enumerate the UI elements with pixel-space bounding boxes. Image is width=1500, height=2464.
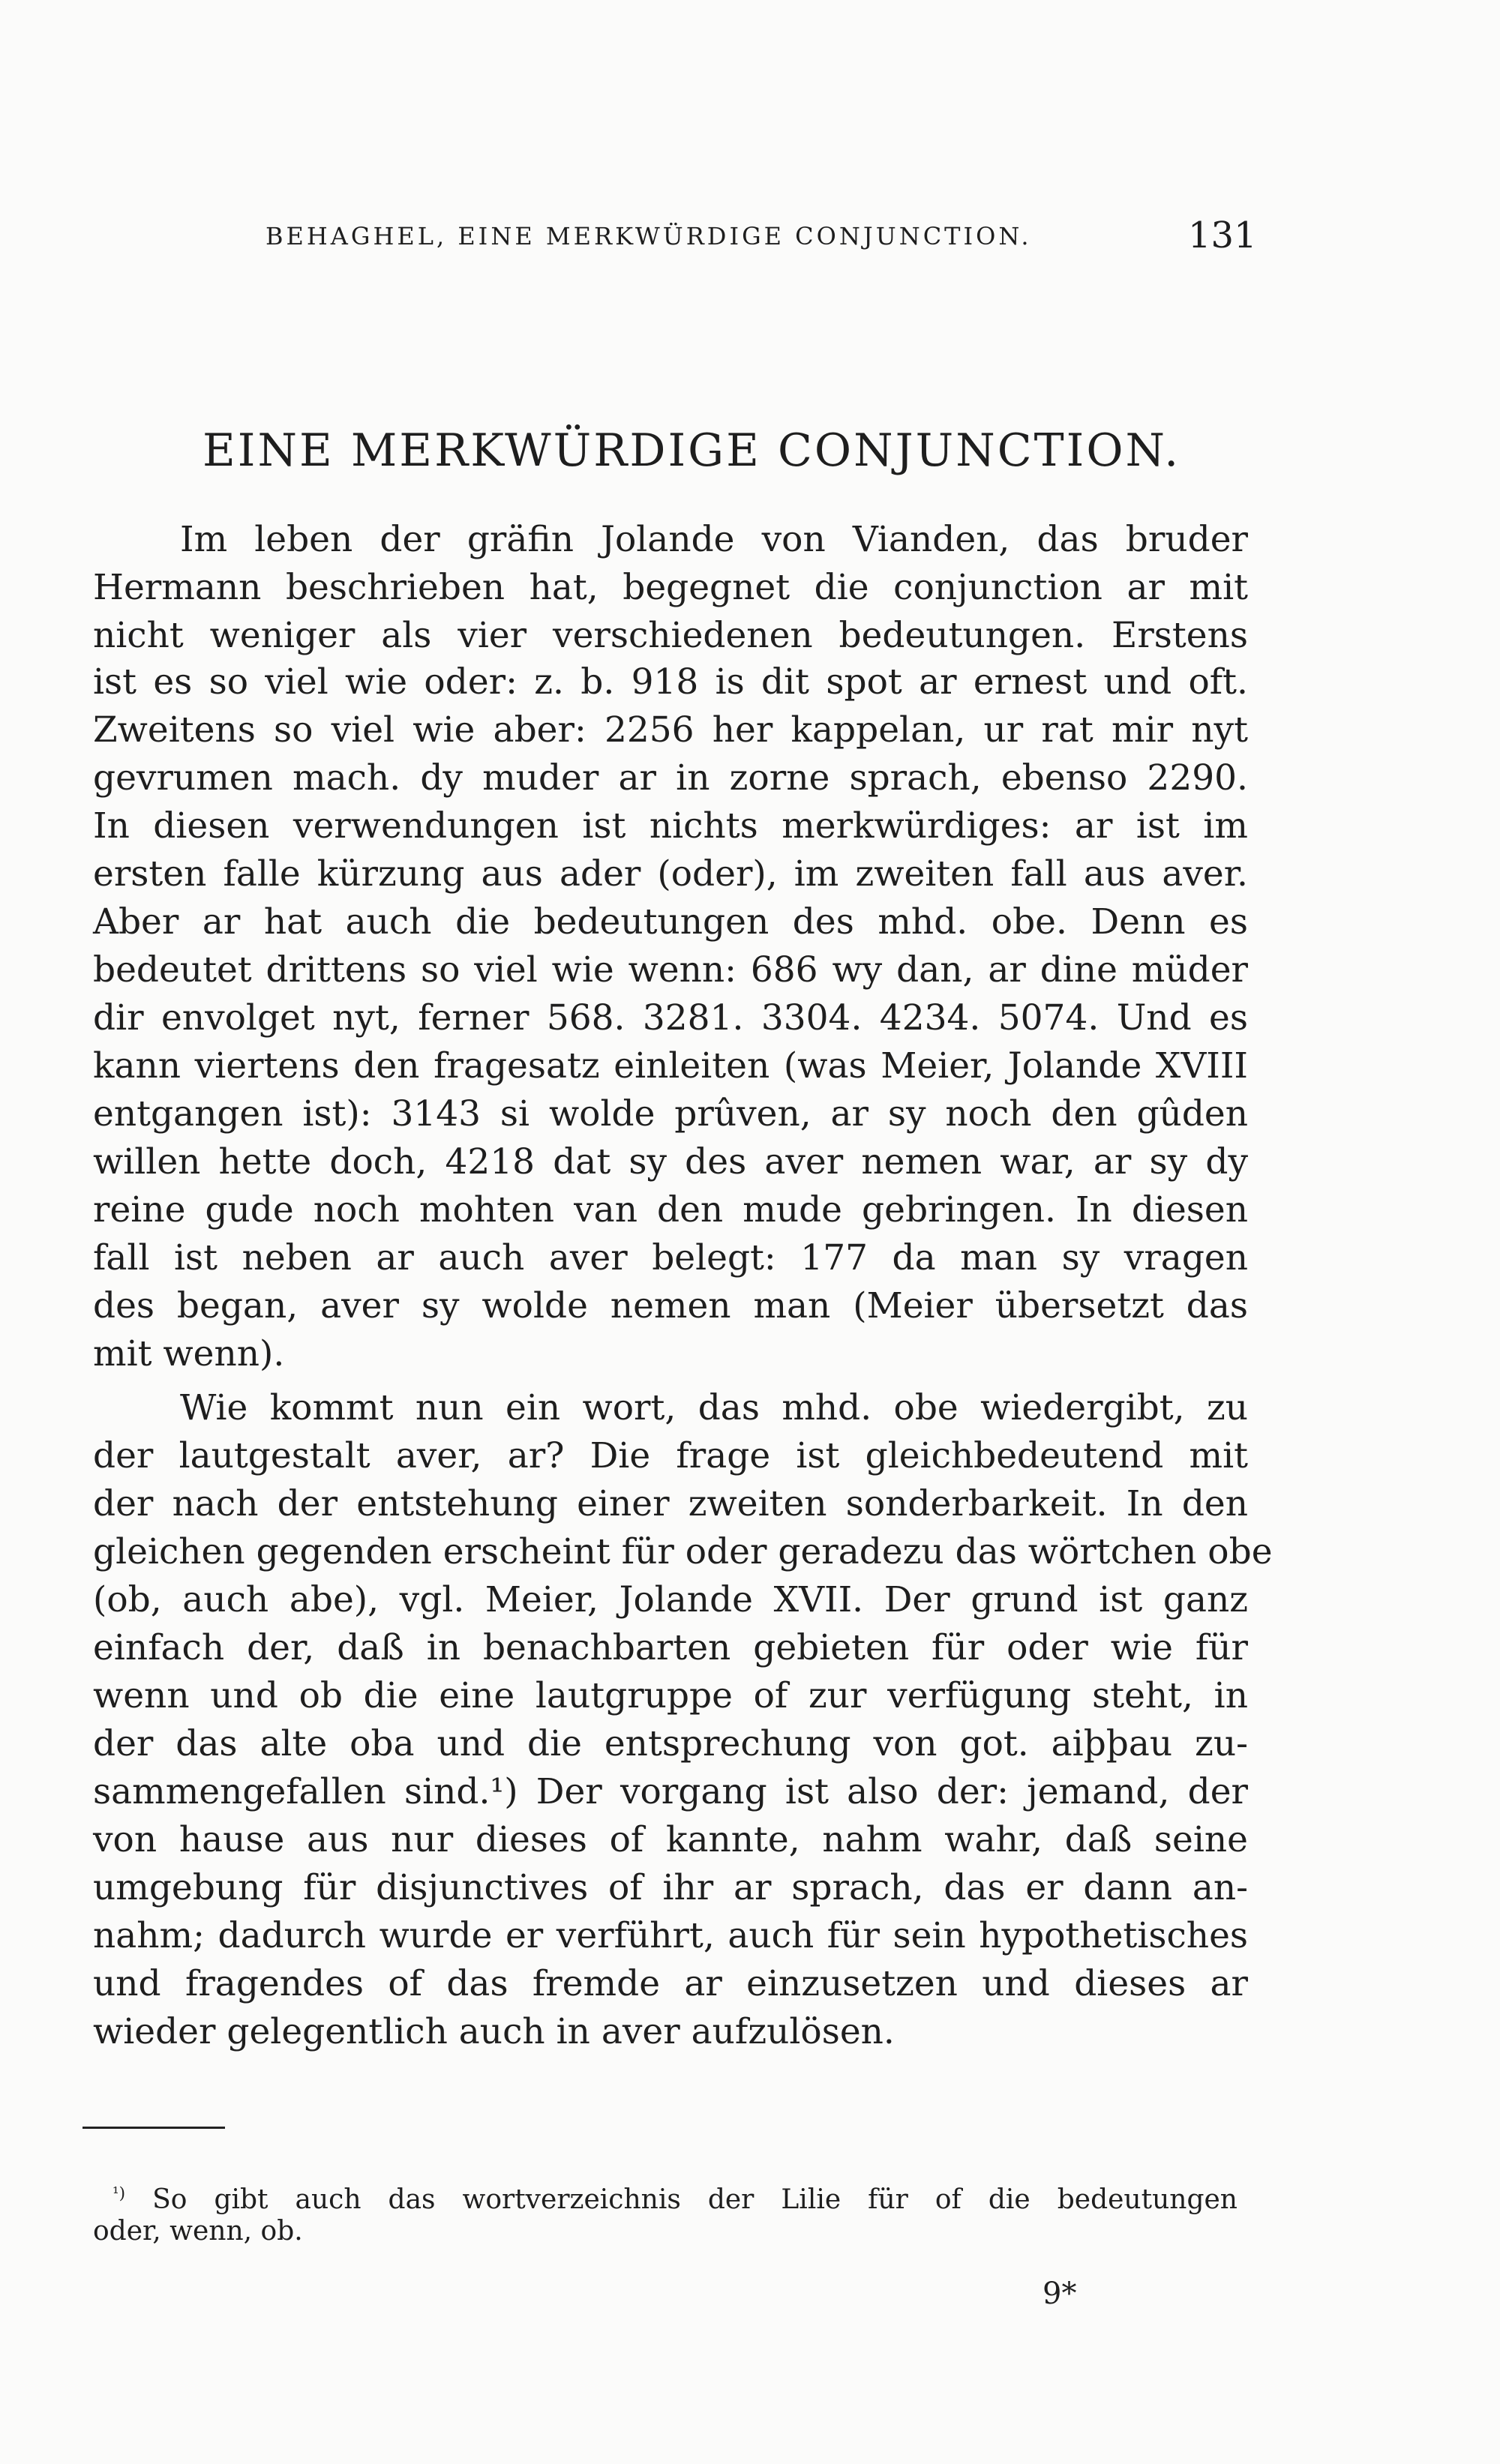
body-line: Im leben der gräfin Jolande von Vianden, das bruder	[180, 519, 1248, 560]
body-line: ist es so viel wie oder: z. b. 918 is dit spot ar ernest und oft.	[93, 661, 1248, 703]
body-line: nahm; dadurch wurde er verführt, auch für sein hypothetisches	[93, 1915, 1248, 1956]
body-line: dir envolget nyt, ferner 568. 3281. 3304. 4234. 5074. Und es	[93, 997, 1248, 1039]
body-line: fall ist neben ar auch aver belegt: 177 da man sy vragen	[93, 1237, 1248, 1278]
body-line: kann viertens den fragesatz einleiten (was Meier, Jolande XVIII	[93, 1045, 1248, 1087]
page-number: 131	[1188, 214, 1257, 256]
article-title: EINE MERKWÜRDIGE CONJUNCTION.	[202, 424, 1181, 477]
body-line: nicht weniger als vier verschiedenen bedeutungen. Erstens	[93, 615, 1248, 656]
footnote-marker: ¹)	[112, 2184, 126, 2203]
body-line: sammengefallen sind.¹) Der vorgang ist also der: jemand, der	[93, 1771, 1248, 1812]
footnote-line: oder, wenn, ob.	[93, 2216, 303, 2247]
body-line: gleichen gegenden erscheint für oder geradezu das wörtchen obe	[93, 1531, 1273, 1572]
body-line: des began, aver sy wolde nemen man (Meier übersetzt das	[93, 1285, 1248, 1326]
body-line: ersten falle kürzung aus ader (oder), im zweiten fall aus aver.	[93, 853, 1248, 895]
body-line: der nach der entstehung einer zweiten sonderbarkeit. In den	[93, 1483, 1248, 1524]
footnote-text: So gibt auch das wortverzeichnis der Lilie für of die bedeutungen	[152, 2184, 1238, 2215]
body-line: entgangen ist): 3143 si wolde prûven, ar sy noch den gûden	[93, 1093, 1248, 1135]
signature-mark: 9*	[1042, 2277, 1077, 2311]
body-line: gevrumen mach. dy muder ar in zorne sprach, ebenso 2290.	[93, 757, 1248, 799]
body-line: wenn und ob die eine lautgruppe of zur verfügung steht, in	[93, 1675, 1248, 1716]
body-line: mit wenn).	[93, 1333, 285, 1374]
body-line: Wie kommt nun ein wort, das mhd. obe wiedergibt, zu	[180, 1387, 1248, 1428]
body-line: der das alte oba und die entsprechung von got. aiþþau zu-	[93, 1723, 1248, 1764]
body-line: Hermann beschrieben hat, begegnet die conjunction ar mit	[93, 567, 1248, 608]
body-line: der lautgestalt aver, ar? Die frage ist gleichbedeutend mit	[93, 1435, 1248, 1476]
body-line: bedeutet drittens so viel wie wenn: 686 wy dan, ar dine müder	[93, 949, 1248, 991]
body-line: und fragendes of das fremde ar einzusetzen und dieses ar	[93, 1963, 1248, 2004]
body-line: reine gude noch mohten van den mude gebringen. In diesen	[93, 1189, 1248, 1231]
body-line: willen hette doch, 4218 dat sy des aver nemen war, ar sy dy	[93, 1141, 1248, 1183]
body-line: Zweitens so viel wie aber: 2256 her kappelan, ur rat mir nyt	[93, 709, 1248, 751]
body-line: In diesen verwendungen ist nichts merkwürdiges: ar ist im	[93, 805, 1248, 847]
footnote-divider	[82, 2127, 225, 2129]
footnote-line	[112, 2178, 1238, 2215]
body-line: umgebung für disjunctives of ihr ar sprach, das er dann an-	[93, 1867, 1248, 1908]
body-line: einfach der, daß in benachbarten gebieten für oder wie für	[93, 1627, 1248, 1668]
body-line: Aber ar hat auch die bedeutungen des mhd. obe. Denn es	[93, 901, 1248, 943]
body-line: (ob, auch abe), vgl. Meier, Jolande XVII. Der grund ist ganz	[93, 1579, 1248, 1620]
body-line: von hause aus nur dieses of kannte, nahm wahr, daß seine	[93, 1819, 1248, 1860]
body-line: wieder gelegentlich auch in aver aufzulösen.	[93, 2011, 895, 2052]
running-head: BEHAGHEL, EINE MERKWÜRDIGE CONJUNCTION.	[266, 222, 1032, 250]
